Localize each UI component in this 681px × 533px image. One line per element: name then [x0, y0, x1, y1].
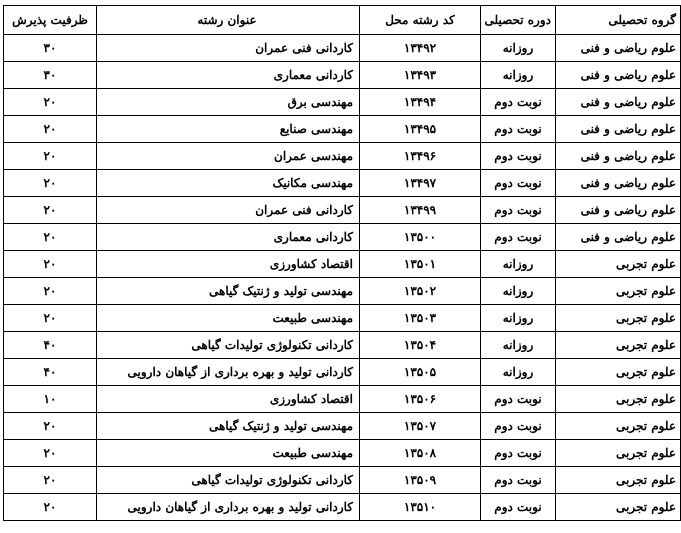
cell-period: نوبت دوم	[481, 89, 556, 116]
table-row	[4, 494, 681, 521]
cell-group: علوم ریاضی و فنی	[556, 143, 681, 170]
table-row	[4, 143, 681, 170]
cell-capacity: ۲۰	[4, 413, 97, 440]
cell-code: ۱۳۵۰۹	[360, 467, 481, 494]
cell-title: کاردانی معماری	[97, 224, 360, 251]
cell-title: مهندسی تولید و ژنتیک گیاهی	[97, 278, 360, 305]
cell-period: نوبت دوم	[481, 386, 556, 413]
cell-code: ۱۳۴۹۴	[360, 89, 481, 116]
cell-title: کاردانی فنی عمران	[97, 35, 360, 62]
table-header-row	[4, 6, 681, 35]
cell-period: نوبت دوم	[481, 170, 556, 197]
cell-code: ۱۳۴۹۹	[360, 197, 481, 224]
cell-code: ۱۳۵۰۴	[360, 332, 481, 359]
table-row	[4, 386, 681, 413]
cell-period: نوبت دوم	[481, 494, 556, 521]
cell-group: علوم تجربی	[556, 494, 681, 521]
cell-period: نوبت دوم	[481, 440, 556, 467]
table-row	[4, 62, 681, 89]
cell-period: روزانه	[481, 332, 556, 359]
cell-group: علوم تجربی	[556, 440, 681, 467]
cell-title: کاردانی تکنولوژی تولیدات گیاهی	[97, 467, 360, 494]
table-body	[4, 35, 681, 521]
cell-code: ۱۳۴۹۲	[360, 35, 481, 62]
cell-title: کاردانی فنی عمران	[97, 197, 360, 224]
cell-code: ۱۳۵۰۳	[360, 305, 481, 332]
cell-title: کاردانی تکنولوژی تولیدات گیاهی	[97, 332, 360, 359]
cell-capacity: ۴۰	[4, 359, 97, 386]
cell-group: علوم ریاضی و فنی	[556, 224, 681, 251]
cell-group: علوم تجربی	[556, 467, 681, 494]
cell-capacity: ۲۰	[4, 143, 97, 170]
cell-title: کاردانی تولید و بهره برداری از گیاهان دارویی	[97, 359, 360, 386]
cell-title: مهندسی عمران	[97, 143, 360, 170]
cell-period: روزانه	[481, 62, 556, 89]
table-row	[4, 224, 681, 251]
cell-code: ۱۳۵۰۲	[360, 278, 481, 305]
cell-group: علوم تجربی	[556, 251, 681, 278]
table-row	[4, 116, 681, 143]
table-row	[4, 35, 681, 62]
header-title: عنوان رشته	[97, 6, 360, 35]
cell-capacity: ۲۰	[4, 305, 97, 332]
cell-group: علوم تجربی	[556, 413, 681, 440]
cell-group: علوم تجربی	[556, 278, 681, 305]
cell-code: ۱۳۴۹۵	[360, 116, 481, 143]
cell-capacity: ۲۰	[4, 116, 97, 143]
cell-period: نوبت دوم	[481, 224, 556, 251]
table-row	[4, 332, 681, 359]
cell-title: کاردانی معماری	[97, 62, 360, 89]
cell-period: روزانه	[481, 305, 556, 332]
table-row	[4, 413, 681, 440]
cell-group: علوم تجربی	[556, 305, 681, 332]
table-row	[4, 278, 681, 305]
cell-group: علوم ریاضی و فنی	[556, 116, 681, 143]
cell-group: علوم تجربی	[556, 332, 681, 359]
cell-group: علوم تجربی	[556, 386, 681, 413]
cell-period: نوبت دوم	[481, 143, 556, 170]
cell-code: ۱۳۵۰۵	[360, 359, 481, 386]
cell-capacity: ۲۰	[4, 440, 97, 467]
cell-group: علوم تجربی	[556, 359, 681, 386]
cell-period: نوبت دوم	[481, 413, 556, 440]
header-period: دوره تحصیلی	[481, 6, 556, 35]
cell-group: علوم ریاضی و فنی	[556, 89, 681, 116]
cell-title: مهندسی برق	[97, 89, 360, 116]
cell-capacity: ۱۰	[4, 386, 97, 413]
cell-capacity: ۳۰	[4, 35, 97, 62]
cell-capacity: ۲۰	[4, 224, 97, 251]
cell-capacity: ۲۰	[4, 89, 97, 116]
cell-period: نوبت دوم	[481, 197, 556, 224]
table-row	[4, 440, 681, 467]
table-row	[4, 359, 681, 386]
cell-code: ۱۳۴۹۳	[360, 62, 481, 89]
cell-period: نوبت دوم	[481, 116, 556, 143]
table-row	[4, 251, 681, 278]
cell-period: روزانه	[481, 35, 556, 62]
table-row	[4, 467, 681, 494]
cell-title: اقتصاد کشاورزی	[97, 386, 360, 413]
admission-table	[3, 5, 681, 521]
cell-code: ۱۳۵۰۶	[360, 386, 481, 413]
cell-title: مهندسی تولید و ژنتیک گیاهی	[97, 413, 360, 440]
cell-group: علوم ریاضی و فنی	[556, 62, 681, 89]
cell-title: مهندسی مکانیک	[97, 170, 360, 197]
cell-period: روزانه	[481, 251, 556, 278]
table-row	[4, 305, 681, 332]
cell-capacity: ۲۰	[4, 170, 97, 197]
header-code: کد رشته محل	[360, 6, 481, 35]
cell-capacity: ۲۰	[4, 494, 97, 521]
cell-capacity: ۲۰	[4, 278, 97, 305]
table-row	[4, 170, 681, 197]
admission-table-container	[3, 5, 676, 521]
cell-code: ۱۳۴۹۶	[360, 143, 481, 170]
cell-group: علوم ریاضی و فنی	[556, 35, 681, 62]
cell-capacity: ۳۰	[4, 62, 97, 89]
cell-period: روزانه	[481, 278, 556, 305]
table-row	[4, 89, 681, 116]
cell-code: ۱۳۵۰۰	[360, 224, 481, 251]
cell-code: ۱۳۵۰۸	[360, 440, 481, 467]
cell-capacity: ۲۰	[4, 467, 97, 494]
cell-code: ۱۳۵۰۱	[360, 251, 481, 278]
cell-group: علوم ریاضی و فنی	[556, 170, 681, 197]
cell-title: مهندسی طبیعت	[97, 305, 360, 332]
cell-title: اقتصاد کشاورزی	[97, 251, 360, 278]
header-group: گروه تحصیلی	[556, 6, 681, 35]
cell-title: مهندسی طبیعت	[97, 440, 360, 467]
cell-period: روزانه	[481, 359, 556, 386]
cell-capacity: ۴۰	[4, 332, 97, 359]
header-capacity: ظرفیت پذیرش	[4, 6, 97, 35]
table-row	[4, 197, 681, 224]
cell-group: علوم ریاضی و فنی	[556, 197, 681, 224]
cell-code: ۱۳۴۹۷	[360, 170, 481, 197]
cell-capacity: ۲۰	[4, 251, 97, 278]
cell-title: کاردانی تولید و بهره برداری از گیاهان دارویی	[97, 494, 360, 521]
cell-capacity: ۲۰	[4, 197, 97, 224]
cell-period: نوبت دوم	[481, 467, 556, 494]
cell-code: ۱۳۵۰۷	[360, 413, 481, 440]
cell-code: ۱۳۵۱۰	[360, 494, 481, 521]
cell-title: مهندسی صنایع	[97, 116, 360, 143]
